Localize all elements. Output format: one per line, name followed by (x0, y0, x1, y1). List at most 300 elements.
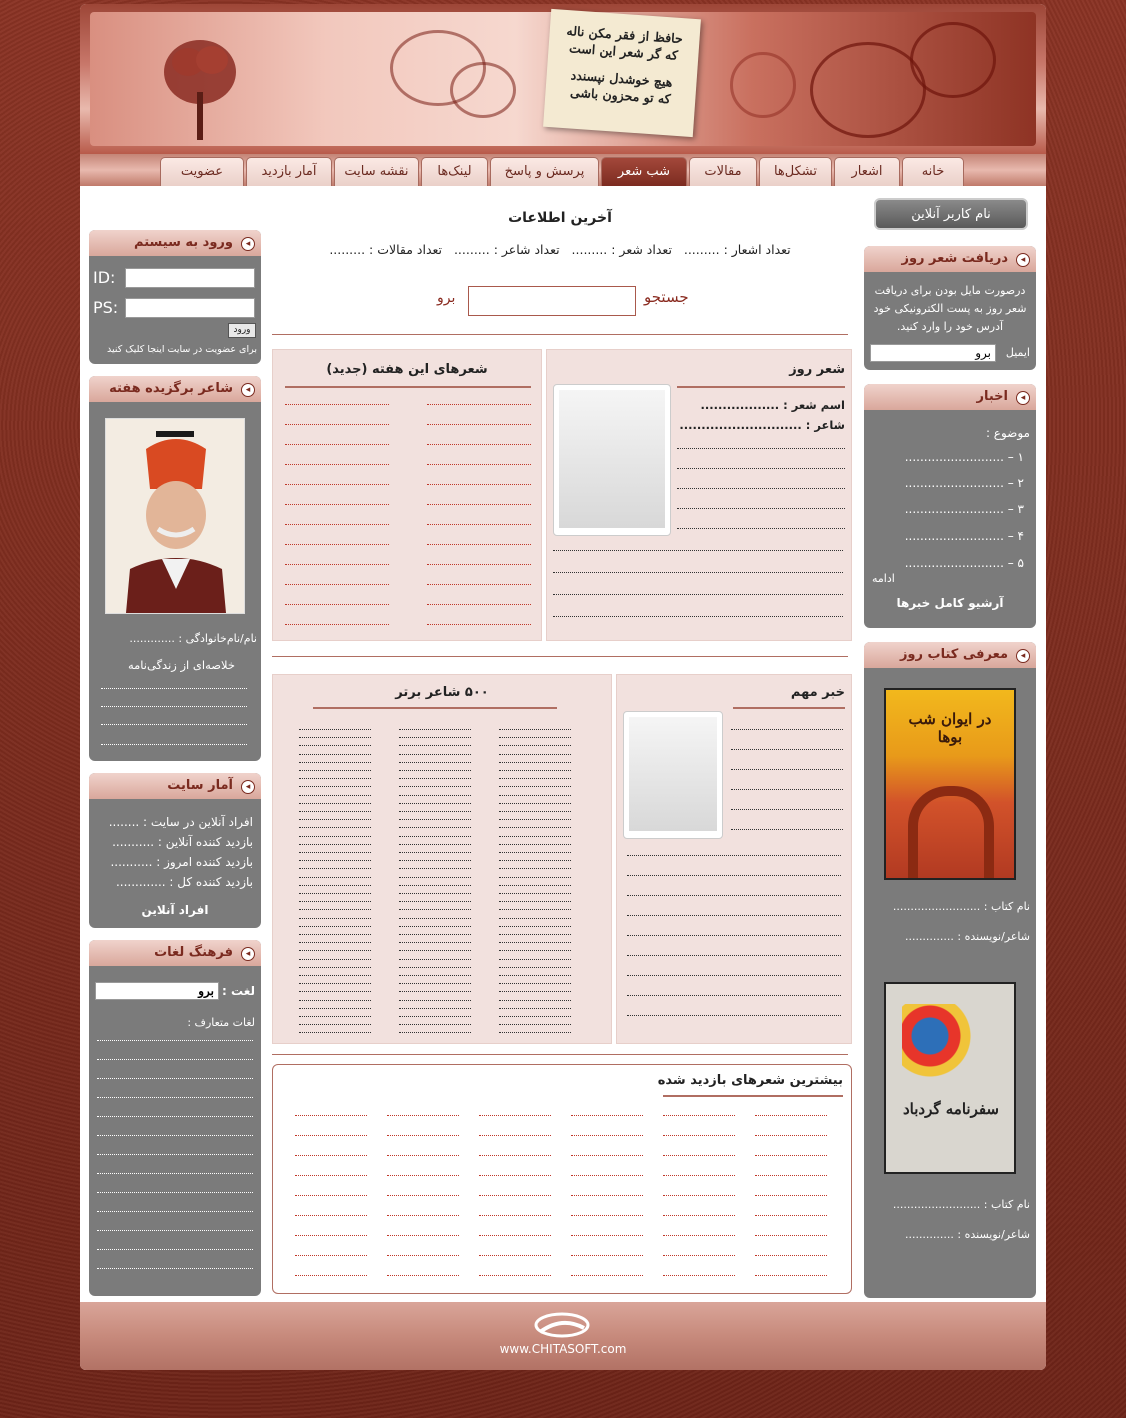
word-line (97, 1192, 253, 1193)
stat-row: افراد آنلاین در سایت : ........ (108, 815, 253, 829)
dictionary-box (89, 940, 261, 1296)
placeholder-line (299, 991, 371, 992)
image-placeholder (559, 390, 665, 528)
word-input[interactable] (95, 982, 219, 1000)
placeholder-line (663, 1155, 735, 1156)
site-counts: تعداد اشعار : ......... تعداد شعر : ......... تعداد شاعر : ......... تعداد مقالات : ......... (329, 242, 791, 257)
latest-info-title: آخرین اطلاعات (508, 210, 612, 226)
book-cover-image[interactable] (884, 688, 1016, 880)
placeholder-line (299, 729, 371, 730)
placeholder-line (499, 1024, 571, 1025)
placeholder-line (399, 1008, 471, 1009)
placeholder-line (399, 737, 471, 738)
placeholder-line (479, 1255, 551, 1256)
placeholder-line (499, 745, 571, 746)
placeholder-line (285, 484, 389, 485)
placeholder-line (627, 955, 841, 956)
box-header (864, 246, 1036, 272)
placeholder-line (571, 1135, 643, 1136)
box-header (89, 230, 261, 256)
placeholder-line (299, 926, 371, 927)
placeholder-line (387, 1195, 459, 1196)
nav-tab-membership[interactable]: عضویت (160, 157, 244, 186)
placeholder-line (499, 729, 571, 730)
placeholder-line (387, 1115, 459, 1116)
title-underline (285, 386, 531, 388)
panel-title: شعر روز (789, 362, 845, 377)
placeholder-line (387, 1275, 459, 1276)
poem-line: که تو محزون باشی (569, 84, 672, 107)
placeholder-line (571, 1195, 643, 1196)
word-line (97, 1230, 253, 1231)
placeholder-line (399, 926, 471, 927)
placeholder-line (299, 786, 371, 787)
online-people-link[interactable]: افراد آنلاین (141, 903, 209, 917)
placeholder-line (499, 991, 571, 992)
placeholder-line (399, 827, 471, 828)
placeholder-line (399, 762, 471, 763)
word-line (97, 1078, 253, 1079)
placeholder-line (755, 1275, 827, 1276)
placeholder-line (571, 1115, 643, 1116)
placeholder-line (399, 983, 471, 984)
placeholder-line (399, 729, 471, 730)
placeholder-line (399, 770, 471, 771)
placeholder-line (499, 959, 571, 960)
placeholder-line (499, 868, 571, 869)
footer (80, 1302, 1046, 1370)
book-author: شاعر/نویسنده : .............. (904, 930, 1030, 943)
chitasoft-logo-icon (532, 1310, 592, 1340)
poem-line (677, 468, 845, 469)
title-underline (313, 707, 557, 709)
placeholder-line (299, 885, 371, 886)
stat-row: بازدید کننده کل : ............. (115, 875, 253, 889)
placeholder-line (299, 745, 371, 746)
box-title: ورود به سیستم (134, 235, 233, 250)
placeholder-line (427, 624, 531, 625)
placeholder-line (499, 754, 571, 755)
swirl-ornament (730, 52, 796, 118)
placeholder-line (479, 1135, 551, 1136)
box-header (864, 384, 1036, 410)
nav-tab-home[interactable]: خانه (902, 157, 964, 186)
placeholder-line (427, 504, 531, 505)
poem-line (677, 508, 845, 509)
poet-portrait-icon (106, 419, 244, 613)
book-cover-title: سفرنامه گردباد (903, 1100, 999, 1118)
placeholder-line (399, 786, 471, 787)
divider (272, 334, 848, 335)
placeholder-line (571, 1275, 643, 1276)
placeholder-line (499, 737, 571, 738)
news-more-link[interactable]: ادامه (872, 572, 895, 585)
bio-line (101, 724, 247, 725)
arch-graphic (908, 786, 994, 880)
placeholder-line (387, 1175, 459, 1176)
placeholder-line (299, 852, 371, 853)
poet-bio-label: خلاصه‌ای از زندگی‌نامه (127, 658, 235, 672)
placeholder-line (479, 1195, 551, 1196)
placeholder-line (299, 737, 371, 738)
placeholder-line (571, 1215, 643, 1216)
placeholder-line (399, 860, 471, 861)
online-user-button[interactable]: نام کاربر آنلاین (874, 198, 1028, 230)
placeholder-line (399, 1016, 471, 1017)
nav-tab-visit-stats[interactable]: آمار بازدید (246, 157, 332, 186)
placeholder-line (399, 893, 471, 894)
placeholder-line (399, 885, 471, 886)
box-header (89, 773, 261, 799)
placeholder-line (627, 915, 841, 916)
placeholder-line (571, 1235, 643, 1236)
placeholder-line (479, 1275, 551, 1276)
word-line (97, 1097, 253, 1098)
placeholder-line (299, 983, 371, 984)
panel-title: بیشترین شعرهای بازدید شده (657, 1073, 843, 1088)
nav-tab-poems[interactable]: اشعار (834, 157, 900, 186)
placeholder-line (479, 1115, 551, 1116)
placeholder-line (499, 819, 571, 820)
placeholder-line (627, 855, 841, 856)
poet-name: نام/نام‌خانوادگی : ............. (129, 632, 257, 645)
id-label: ID: (93, 268, 116, 287)
word-line (97, 1154, 253, 1155)
placeholder-line (499, 983, 571, 984)
placeholder-line (499, 975, 571, 976)
stat-row: بازدید کننده امروز : ........... (110, 855, 253, 869)
placeholder-line (299, 967, 371, 968)
placeholder-line (387, 1235, 459, 1236)
most-visited-panel (272, 1064, 852, 1294)
placeholder-line (499, 893, 571, 894)
placeholder-line (299, 901, 371, 902)
poem-image-frame (553, 384, 671, 536)
news-item[interactable]: ۳ – .......................... (904, 502, 1024, 516)
top-poets-panel (272, 674, 612, 1044)
panel-title: خبر مهم (790, 685, 845, 700)
placeholder-line (627, 995, 841, 996)
placeholder-line (499, 778, 571, 779)
news-archive-link[interactable]: آرشیو کامل خبرها (896, 596, 1004, 610)
login-box (89, 230, 261, 364)
poem-line: که گر شعر این است (568, 40, 679, 63)
placeholder-line (627, 975, 841, 976)
nav-tab-sitemap[interactable]: نقشه سایت (334, 157, 419, 186)
email-label: ایمیل (1005, 346, 1030, 359)
common-words-label: لغات متعارف : (187, 1016, 255, 1029)
arrow-icon: ◂ (1016, 649, 1030, 663)
placeholder-line (387, 1135, 459, 1136)
placeholder-line (299, 877, 371, 878)
placeholder-line (663, 1235, 735, 1236)
box-title: فرهنگ لغات (154, 945, 233, 960)
news-item[interactable]: ۲ – .......................... (904, 476, 1024, 490)
placeholder-line (299, 868, 371, 869)
image-placeholder (629, 717, 717, 831)
placeholder-line (499, 926, 571, 927)
book-name: نام کتاب : ......................... (892, 1198, 1030, 1211)
placeholder-line (499, 901, 571, 902)
arrow-icon: ◂ (1016, 391, 1030, 405)
placeholder-line (499, 803, 571, 804)
featured-poet-box (89, 376, 261, 761)
placeholder-line (399, 975, 471, 976)
placeholder-line (299, 803, 371, 804)
placeholder-line (295, 1155, 367, 1156)
placeholder-line (755, 1255, 827, 1256)
word-line (97, 1040, 253, 1041)
placeholder-line (731, 789, 843, 790)
placeholder-line (427, 404, 531, 405)
placeholder-line (755, 1175, 827, 1176)
poem-name: اسم شعر : .................. (700, 398, 845, 412)
title-underline (733, 707, 845, 709)
search-label: جستجو (644, 288, 689, 306)
bio-line (101, 744, 247, 745)
register-link[interactable]: برای عضویت در سایت اینجا کلیک کنید (107, 344, 257, 355)
placeholder-line (295, 1215, 367, 1216)
placeholder-line (399, 754, 471, 755)
word-line (97, 1116, 253, 1117)
placeholder-line (399, 1032, 471, 1033)
placeholder-line (427, 484, 531, 485)
placeholder-line (285, 424, 389, 425)
login-button[interactable]: ورود (228, 323, 256, 338)
placeholder-line (299, 844, 371, 845)
box-title: دریافت شعر روز (901, 251, 1008, 266)
placeholder-line (299, 975, 371, 976)
placeholder-line (499, 950, 571, 951)
placeholder-line (295, 1235, 367, 1236)
word-line (97, 1211, 253, 1212)
placeholder-line (299, 860, 371, 861)
placeholder-line (663, 1175, 735, 1176)
placeholder-line (731, 829, 843, 830)
poem-of-day-panel (546, 349, 852, 641)
poem-poet: شاعر : ............................ (679, 418, 845, 432)
placeholder-line (399, 1000, 471, 1001)
placeholder-line (479, 1175, 551, 1176)
placeholder-line (499, 1032, 571, 1033)
stat-row: بازدید کننده آنلاین : ........... (112, 835, 253, 849)
placeholder-line (399, 877, 471, 878)
placeholder-line (299, 770, 371, 771)
placeholder-line (627, 935, 841, 936)
arrow-icon: ◂ (241, 383, 255, 397)
placeholder-line (571, 1255, 643, 1256)
nav-tab-articles[interactable]: مقالات (689, 157, 757, 186)
bio-line (101, 688, 247, 689)
news-item[interactable]: ۵ – .......................... (904, 556, 1024, 570)
arrow-icon: ◂ (241, 780, 255, 794)
placeholder-line (399, 836, 471, 837)
poem-line (553, 594, 843, 595)
nav-tab-organizations[interactable]: تشکل‌ها (759, 157, 832, 186)
placeholder-line (299, 934, 371, 935)
placeholder-line (299, 918, 371, 919)
word-line (97, 1268, 253, 1269)
poem-line: حافظ از فقر مکن ناله (566, 23, 684, 47)
poet-portrait-image[interactable] (105, 418, 245, 614)
placeholder-line (427, 544, 531, 545)
placeholder-line (399, 803, 471, 804)
ps-label: PS: (93, 298, 119, 317)
placeholder-line (627, 875, 841, 876)
poem-line (677, 448, 845, 449)
placeholder-line (499, 795, 571, 796)
placeholder-line (295, 1175, 367, 1176)
poem-line (553, 550, 843, 551)
placeholder-line (285, 504, 389, 505)
placeholder-line (663, 1215, 735, 1216)
placeholder-line (285, 624, 389, 625)
poem-line (677, 528, 845, 529)
tree-icon (160, 32, 240, 142)
placeholder-line (499, 852, 571, 853)
placeholder-line (399, 918, 471, 919)
placeholder-line (295, 1195, 367, 1196)
placeholder-line (499, 909, 571, 910)
panel-title: ۵۰۰ شاعر برتر (395, 685, 489, 700)
placeholder-line (399, 819, 471, 820)
placeholder-line (499, 860, 571, 861)
placeholder-line (387, 1255, 459, 1256)
placeholder-line (399, 795, 471, 796)
poem-note (543, 9, 701, 137)
placeholder-line (285, 404, 389, 405)
arrow-icon: ◂ (241, 237, 255, 251)
panel-title: شعرهای این هفته (جدید) (326, 362, 488, 377)
footer-url[interactable]: www.CHITASOFT.com (499, 1342, 627, 1356)
news-item[interactable]: ۱ – .......................... (904, 450, 1024, 464)
swirl-ornament (450, 62, 516, 118)
placeholder-line (299, 827, 371, 828)
placeholder-line (499, 934, 571, 935)
page-container (80, 4, 1046, 1370)
placeholder-line (663, 1195, 735, 1196)
placeholder-line (299, 1032, 371, 1033)
placeholder-line (427, 464, 531, 465)
placeholder-line (427, 604, 531, 605)
search-input[interactable] (468, 286, 636, 316)
placeholder-line (499, 844, 571, 845)
poem-line (677, 488, 845, 489)
book-name: نام کتاب : ......................... (892, 900, 1030, 913)
book-cover-title: در ایوان شب بوها (908, 710, 992, 746)
word-line (97, 1135, 253, 1136)
email-input[interactable] (870, 344, 996, 362)
placeholder-line (285, 544, 389, 545)
header-banner (80, 4, 1046, 154)
nav-tab-links[interactable]: لینک‌ها (421, 157, 488, 186)
placeholder-line (663, 1135, 735, 1136)
placeholder-line (731, 729, 843, 730)
placeholder-line (427, 524, 531, 525)
divider (272, 656, 848, 657)
title-underline (663, 1095, 843, 1097)
id-input[interactable] (125, 268, 255, 288)
nav-tab-poetry-night[interactable]: شب شعر (601, 157, 687, 186)
placeholder-line (663, 1115, 735, 1116)
placeholder-line (499, 762, 571, 763)
placeholder-line (731, 749, 843, 750)
placeholder-line (285, 564, 389, 565)
placeholder-line (299, 836, 371, 837)
placeholder-line (295, 1115, 367, 1116)
placeholder-line (499, 1016, 571, 1017)
placeholder-line (299, 778, 371, 779)
box-title: اخبار (976, 389, 1008, 404)
placeholder-line (755, 1115, 827, 1116)
book-author: شاعر/نویسنده : .............. (904, 1228, 1030, 1241)
box-header (89, 940, 261, 966)
placeholder-line (387, 1215, 459, 1216)
placeholder-line (299, 909, 371, 910)
placeholder-line (755, 1235, 827, 1236)
placeholder-line (295, 1275, 367, 1276)
placeholder-line (285, 604, 389, 605)
password-input[interactable] (125, 298, 255, 318)
box-header (89, 376, 261, 402)
word-label: لغت : (222, 984, 255, 998)
placeholder-line (499, 1000, 571, 1001)
placeholder-line (499, 1008, 571, 1009)
news-item[interactable]: ۴ – .......................... (904, 529, 1024, 543)
placeholder-line (663, 1275, 735, 1276)
book-cover-image[interactable] (884, 982, 1016, 1174)
placeholder-line (285, 524, 389, 525)
bio-line (101, 706, 247, 707)
placeholder-line (499, 885, 571, 886)
placeholder-line (285, 584, 389, 585)
placeholder-line (499, 827, 571, 828)
daily-poem-box (864, 246, 1036, 370)
week-poems-panel (272, 349, 542, 641)
placeholder-line (571, 1155, 643, 1156)
placeholder-line (399, 852, 471, 853)
placeholder-line (299, 959, 371, 960)
placeholder-line (399, 844, 471, 845)
placeholder-line (299, 819, 371, 820)
search-go-button[interactable]: برو (437, 290, 456, 306)
placeholder-line (299, 950, 371, 951)
placeholder-line (399, 745, 471, 746)
placeholder-line (427, 444, 531, 445)
nav-tab-qa[interactable]: پرسش و پاسخ (490, 157, 599, 186)
placeholder-line (387, 1155, 459, 1156)
placeholder-line (399, 868, 471, 869)
hands-graphic (902, 1004, 972, 1084)
poem-line (553, 616, 843, 617)
placeholder-line (499, 786, 571, 787)
poem-line: هیچ خوشدل نپسندد (570, 67, 673, 90)
placeholder-line (627, 895, 841, 896)
placeholder-line (399, 901, 471, 902)
placeholder-line (499, 918, 571, 919)
placeholder-line (299, 1008, 371, 1009)
title-underline (677, 386, 845, 388)
placeholder-line (399, 934, 471, 935)
word-line (97, 1173, 253, 1174)
box-title: شاعر برگزیده هفته (109, 381, 233, 396)
placeholder-line (399, 942, 471, 943)
box-header (864, 642, 1036, 668)
swirl-ornament (810, 42, 926, 138)
placeholder-line (499, 967, 571, 968)
book-of-day-box (864, 642, 1036, 1298)
placeholder-line (571, 1175, 643, 1176)
